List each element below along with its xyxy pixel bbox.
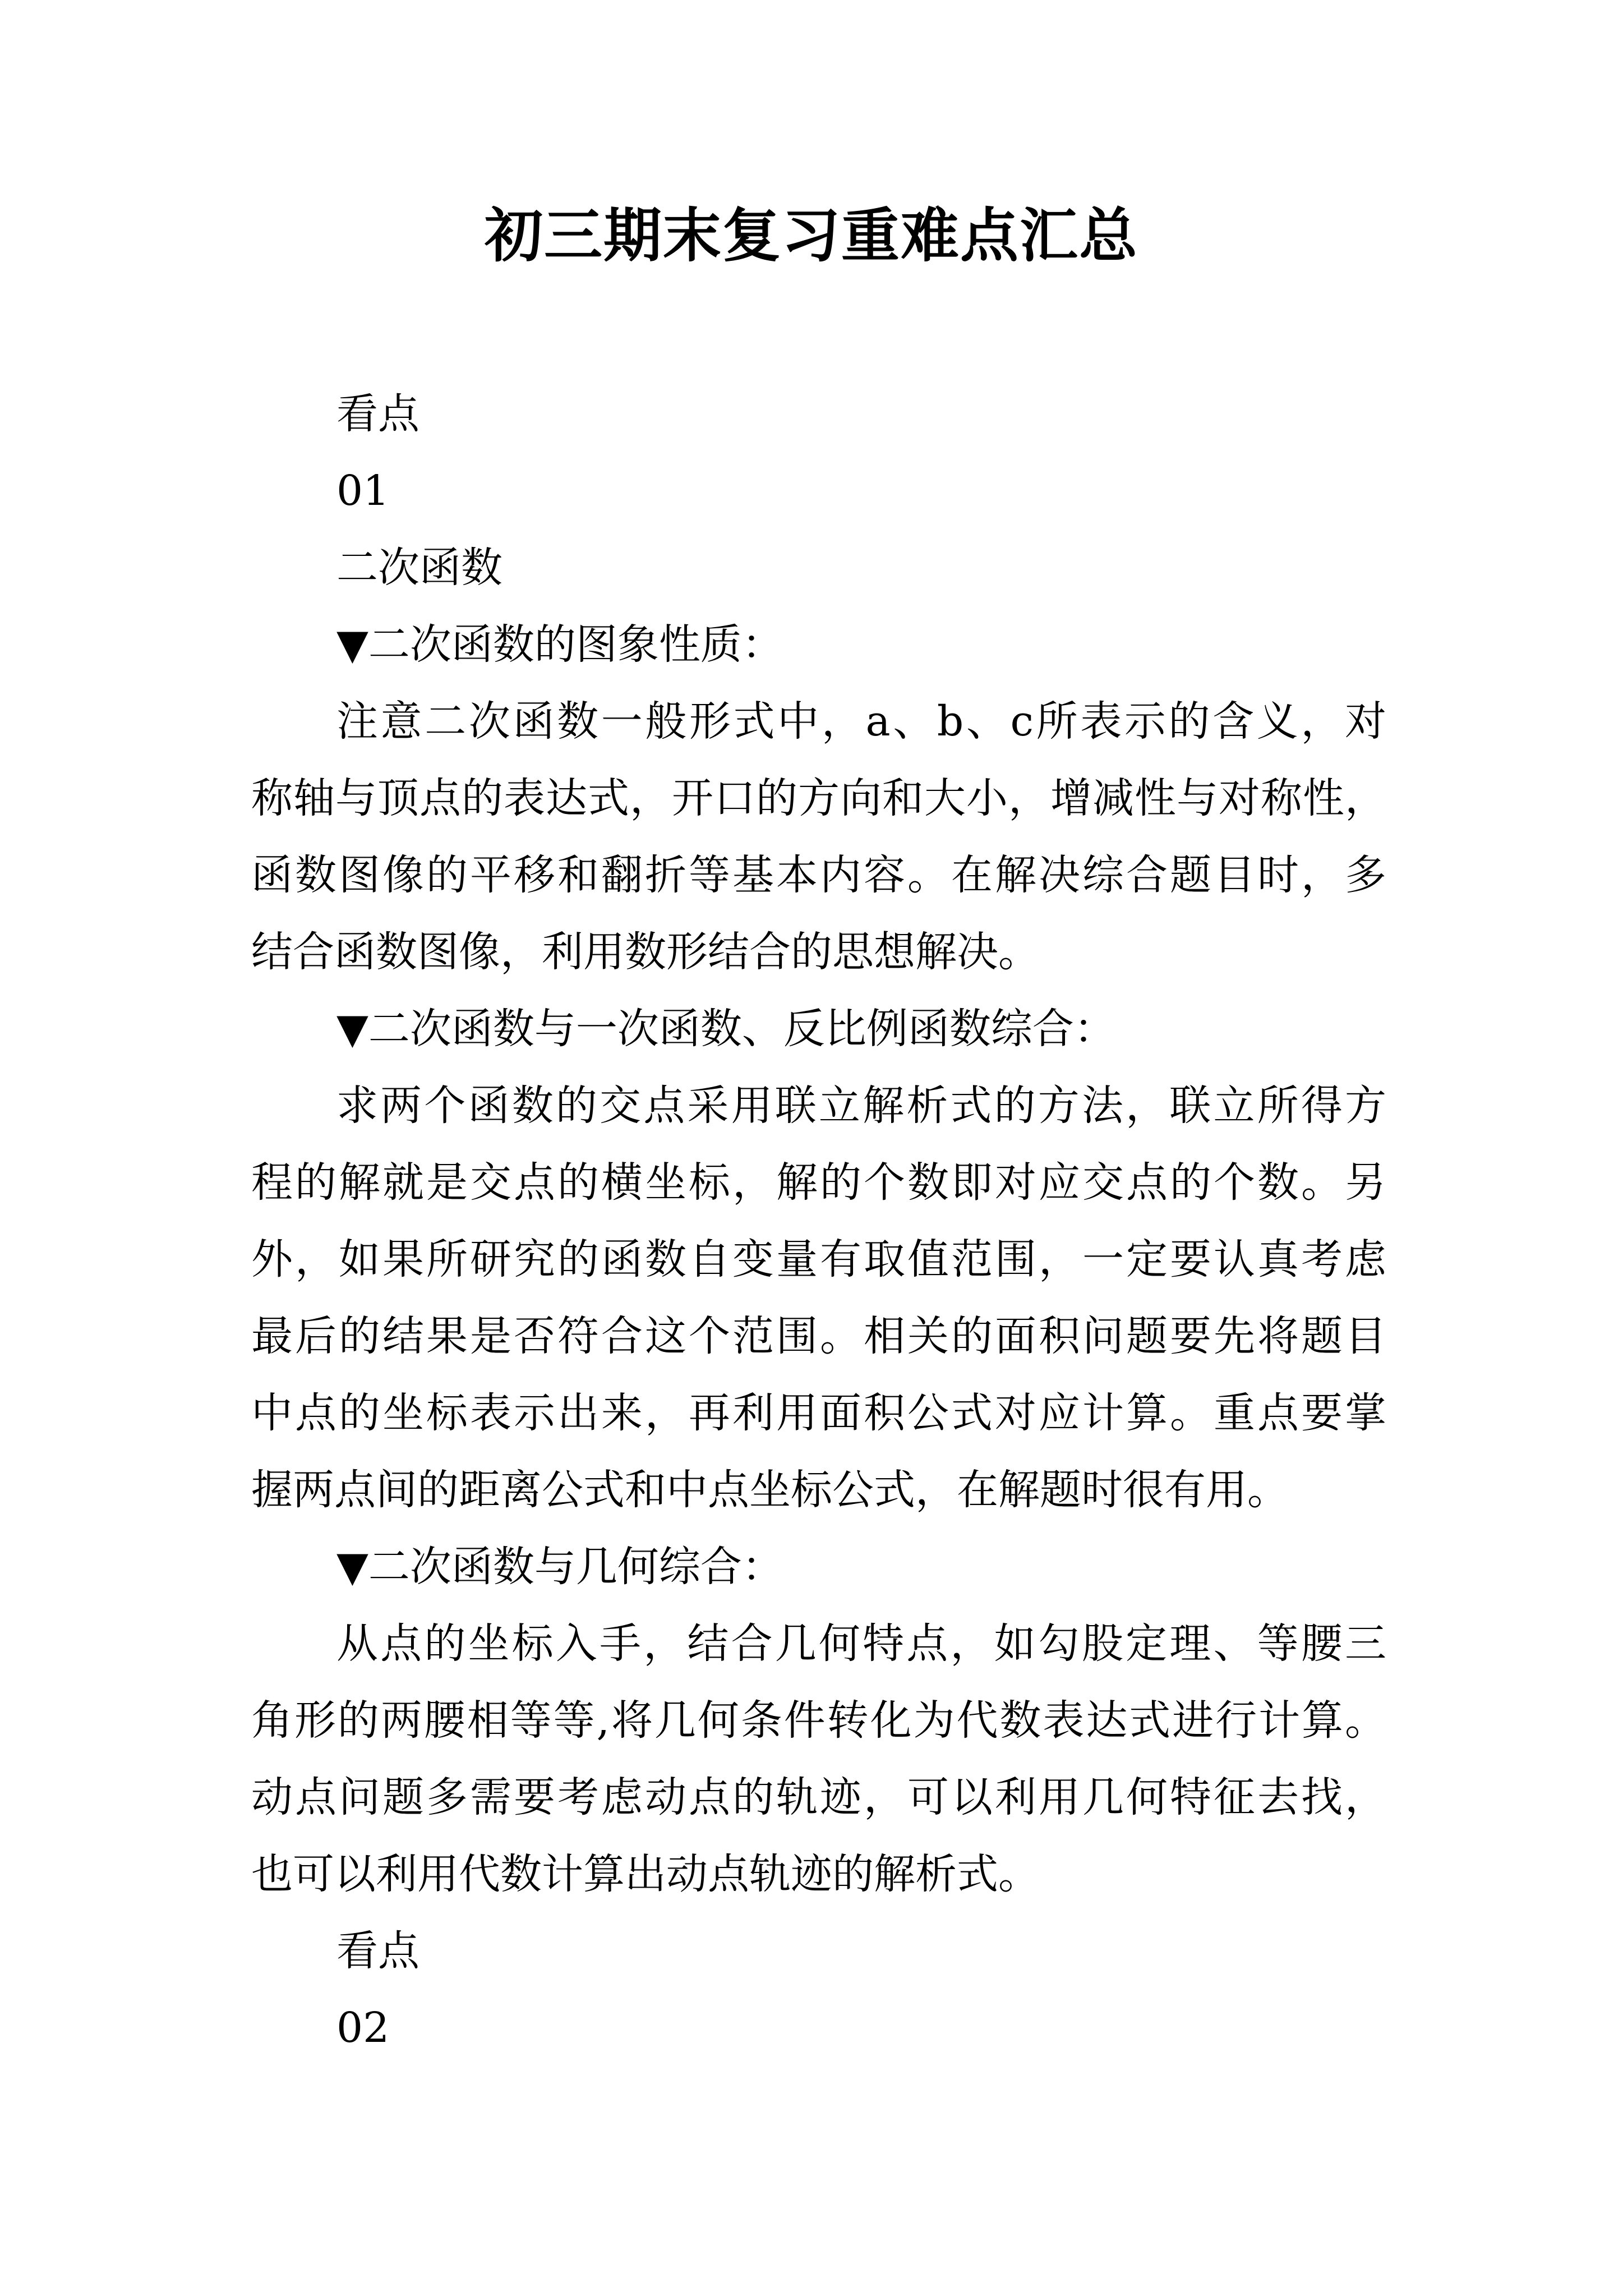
text-line: 看点 [336, 390, 419, 438]
text-line: 01 [336, 467, 390, 515]
text-line: 称轴与顶点的表达式，开口的方向和大小，增减性与对称性， [251, 774, 1386, 822]
text-line: 动点问题多需要考虑动点的轨迹，可以利用几何特征去找， [251, 1773, 1386, 1821]
text-line: 外，如果所研究的函数自变量有取值范围，一定要认真考虑 [251, 1235, 1386, 1283]
text-line: 中点的坐标表示出来，再利用面积公式对应计算。重点要掌 [251, 1389, 1386, 1437]
text-line: 看点 [336, 1927, 419, 1975]
text-line: 握两点间的距离公式和中点坐标公式，在解题时很有用。 [251, 1466, 1289, 1514]
document-title: 初三期末复习重难点汇总 [484, 201, 1138, 270]
text-line: ▼二次函数与几何综合： [336, 1543, 783, 1591]
document-body [251, 376, 1386, 2067]
text-line: 结合函数图像，利用数形结合的思想解决。 [251, 928, 1040, 976]
text-line: 注意二次函数一般形式中，a、b、c所表示的含义，对 [336, 697, 1386, 746]
text-line: 二次函数 [336, 544, 502, 592]
text-line: 最后的结果是否符合这个范围。相关的面积问题要先将题目 [251, 1312, 1386, 1360]
text-line: ▼二次函数的图象性质： [336, 620, 783, 669]
text-line: 02 [336, 2004, 390, 2052]
text-line: 求两个函数的交点采用联立解析式的方法，联立所得方 [336, 1082, 1386, 1130]
text-line: 角形的两腰相等等,将几何条件转化为代数表达式进行计算。 [251, 1696, 1386, 1745]
text-line: 从点的坐标入手，结合几何特点，如勾股定理、等腰三 [336, 1619, 1386, 1668]
text-line: 程的解就是交点的横坐标，解的个数即对应交点的个数。另 [251, 1158, 1386, 1207]
text-line: 也可以利用代数计算出动点轨迹的解析式。 [251, 1850, 1040, 1898]
text-line: 函数图像的平移和翻折等基本内容。在解决综合题目时，多 [251, 851, 1386, 899]
text-line: ▼二次函数与一次函数、反比例函数综合： [336, 1005, 1115, 1053]
